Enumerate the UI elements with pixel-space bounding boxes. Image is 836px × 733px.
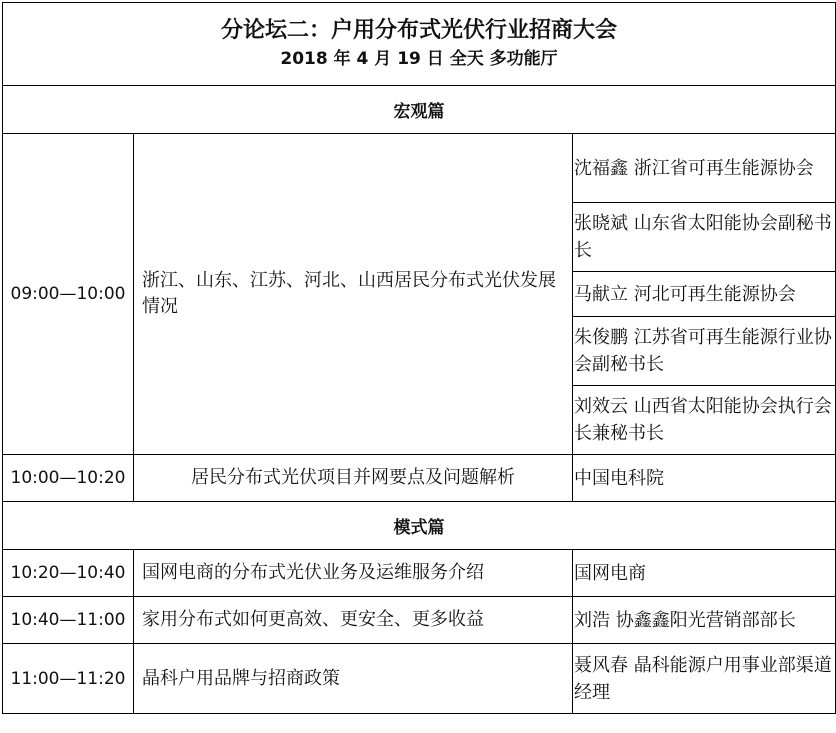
section-heading-macro: 宏观篇 [3,86,836,134]
page-title: 分论坛二：户用分布式光伏行业招商大会 [221,18,618,43]
speaker-cell: 沈福鑫 浙江省可再生能源协会 [573,134,836,203]
topic-cell: 家用分布式如何更高效、更安全、更多收益 [134,597,573,644]
speaker-cell: 马献立 河北可再生能源协会 [573,272,836,317]
speaker-cell: 刘效云 山西省太阳能协会执行会长兼秘书长 [573,386,836,455]
table-row [3,597,836,644]
time-cell: 10:20—10:40 [3,550,134,597]
table-row [3,455,836,502]
page-subtitle: 2018 年 4 月 19 日 全天 多功能厅 [280,49,558,69]
table-row [3,134,836,203]
speaker-cell: 张晓斌 山东省太阳能协会副秘书长 [573,203,836,272]
title-cell [3,3,836,86]
title-row [3,3,836,86]
section-row-mode [3,502,836,550]
time-cell: 10:40—11:00 [3,597,134,644]
table-row [3,644,836,714]
section-row-macro [3,86,836,134]
speaker-cell: 聂风春 晶科能源户用事业部渠道经理 [573,644,836,714]
topic-cell: 晶科户用品牌与招商政策 [134,644,573,714]
speaker-cell: 中国电科院 [573,455,836,502]
topic-cell: 国网电商的分布式光伏业务及运维服务介绍 [134,550,573,597]
speaker-cell: 朱俊鹏 江苏省可再生能源行业协会副秘书长 [573,317,836,386]
topic-cell: 浙江、山东、江苏、河北、山西居民分布式光伏发展情况 [134,134,573,455]
speaker-cell: 刘浩 协鑫鑫阳光营销部部长 [573,597,836,644]
table-row [3,550,836,597]
time-cell: 09:00—10:00 [3,134,134,455]
time-cell: 10:00—10:20 [3,455,134,502]
topic-cell: 居民分布式光伏项目并网要点及问题解析 [134,455,573,502]
time-cell: 11:00—11:20 [3,644,134,714]
agenda-table [2,2,836,714]
section-heading-mode: 模式篇 [3,502,836,550]
speaker-cell: 国网电商 [573,550,836,597]
